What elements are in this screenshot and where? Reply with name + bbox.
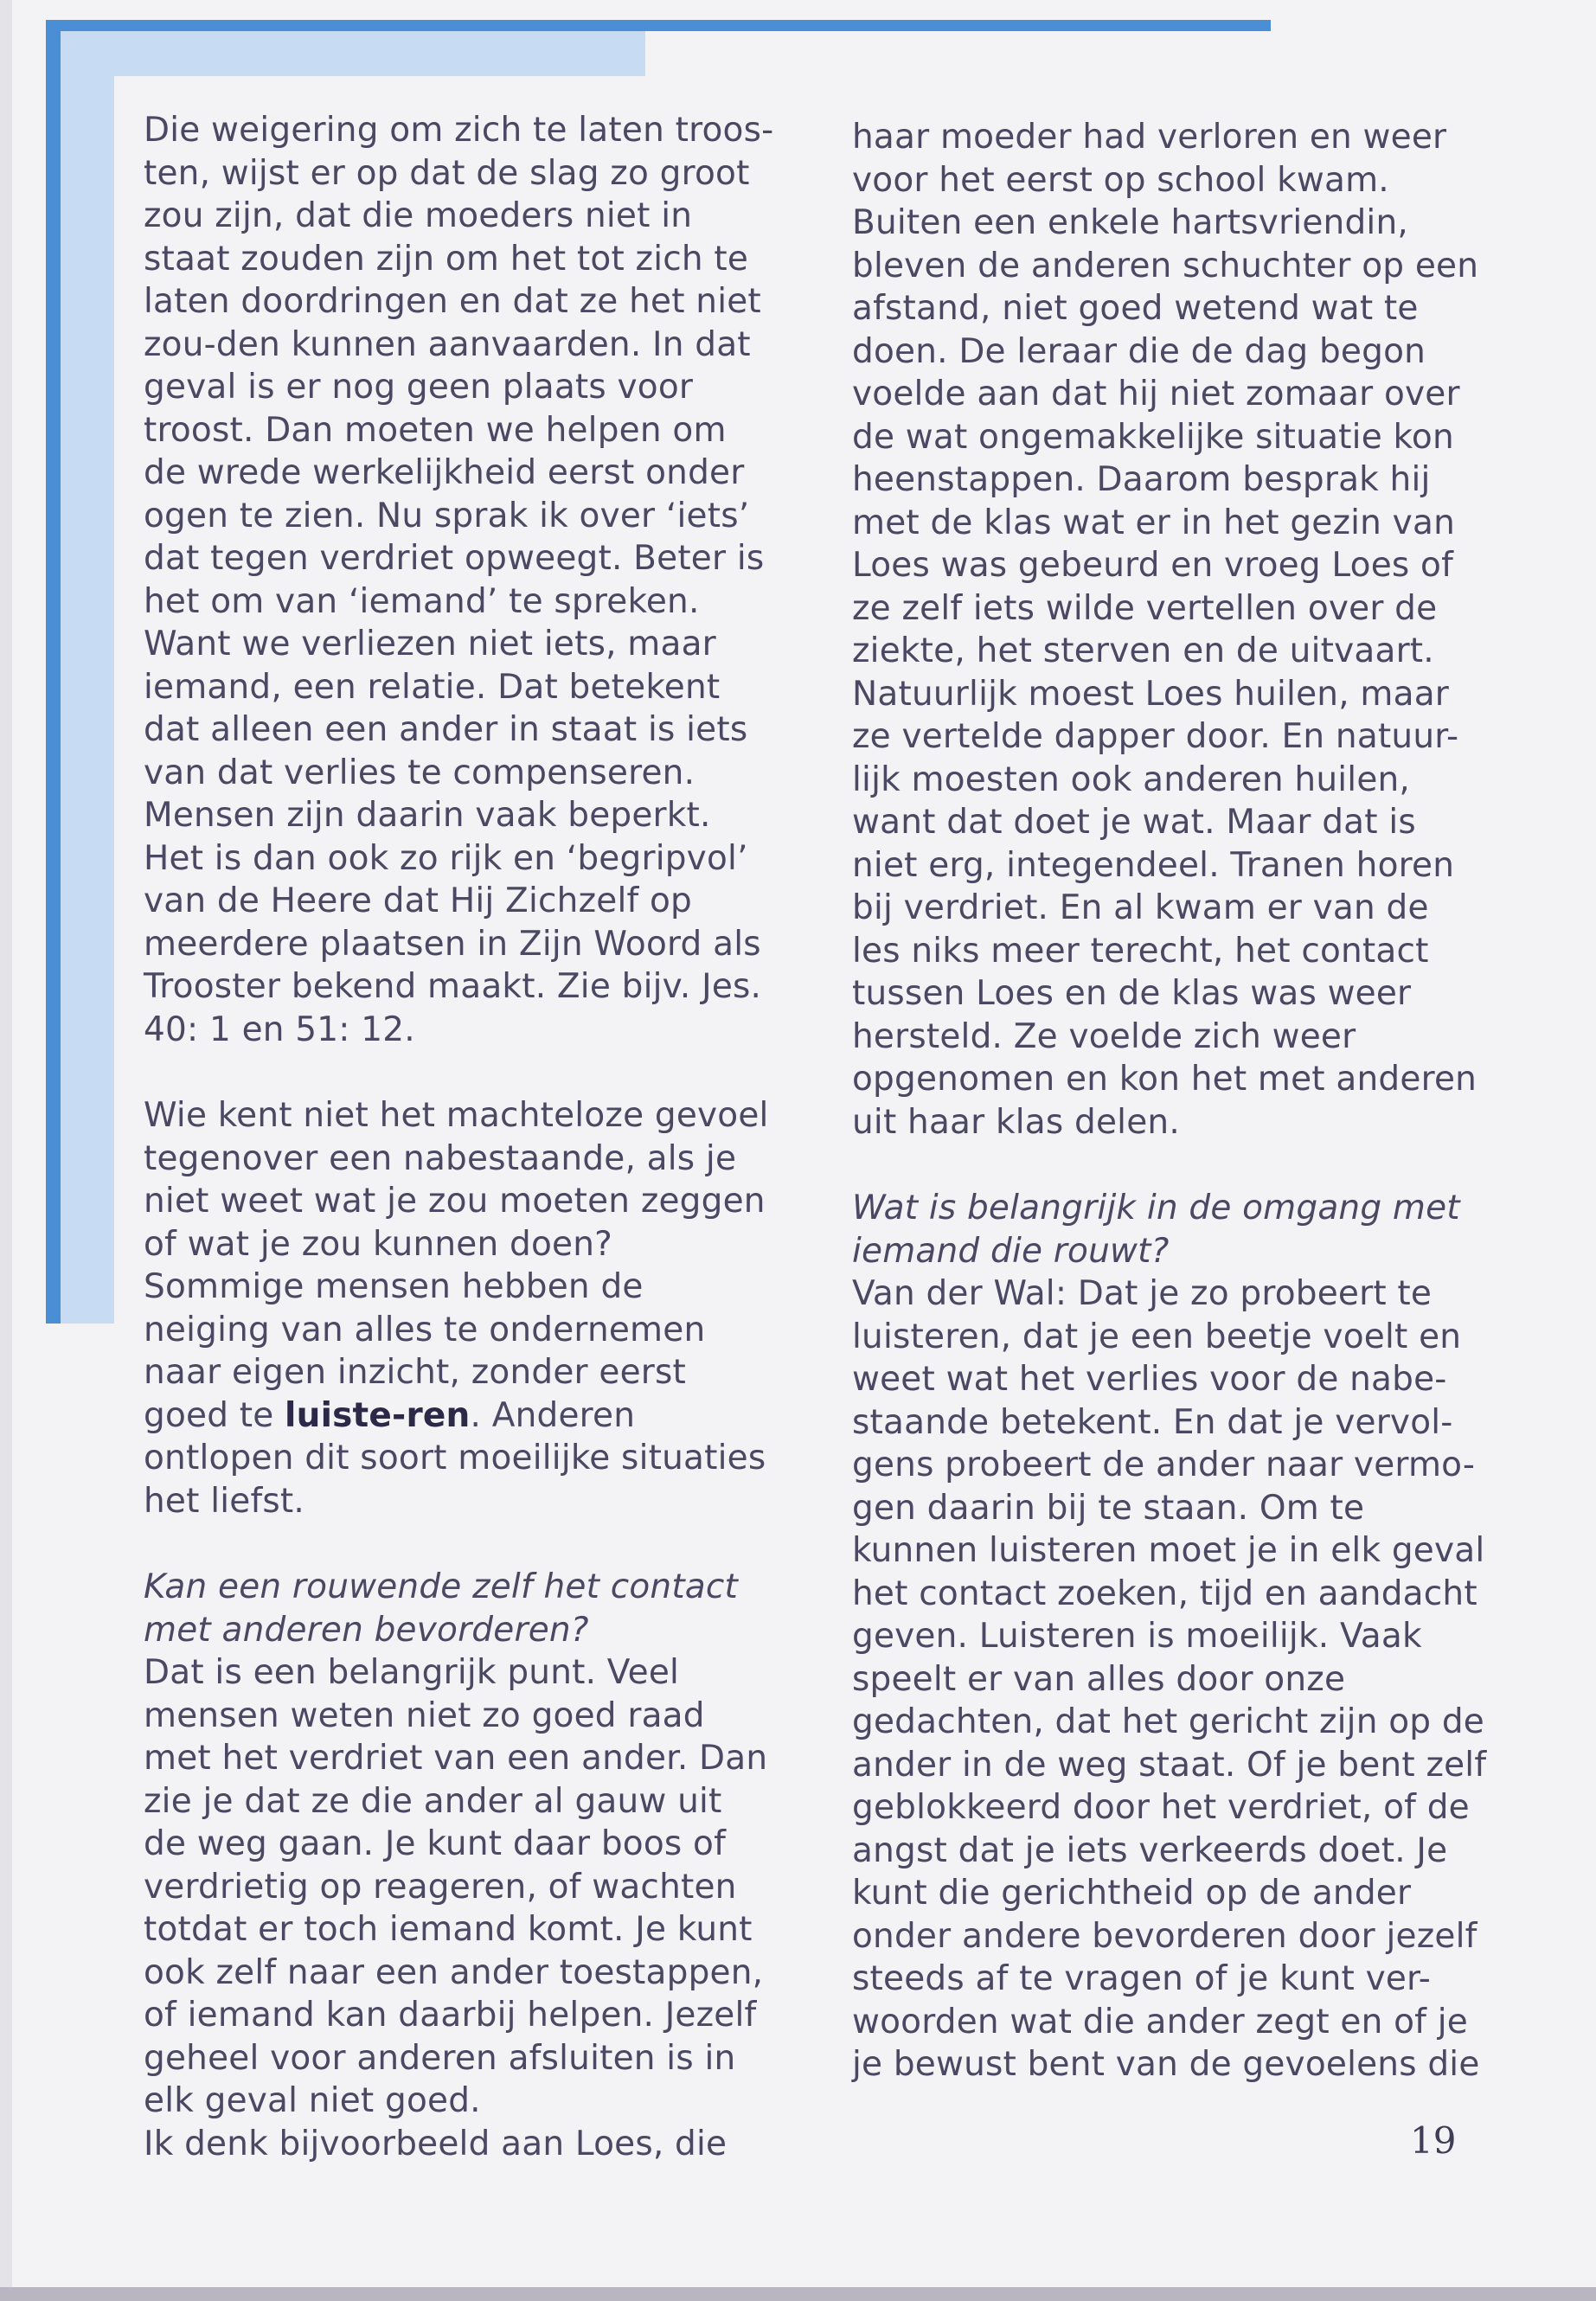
paragraph-loes-continued: haar moeder had verloren en weer voor het eerst op school kwam. Buiten een enkele hartsvriendin, bleven de anderen schuchter op een afstand, niet goed wetend wat te doen. De leraar die de dag begon voelde aan dat hij niet zomaar over de wat ongemakkelijke situatie kon heenstappen. Daarom besprak hij met de klas wat er in het gezin van Loes was gebeurd en vroeg Loes of ze zelf iets wilde vertellen over de ziekte, het sterven en de uitvaart. Natuurlijk moest Loes huilen, maar ze vertelde dapper door. En natuur-lijk moesten ook anderen huilen, want dat doet je wat. Maar dat is niet erg, integendeel. Tranen horen bij verdriet. En al kwam er van de les niks meer terecht, het contact tussen Loes en de klas was weer hersteld. Ze voelde zich weer opgenomen en kon het met anderen uit haar klas delen. <box>852 118 1479 1142</box>
paragraph-belangrijk-punt: Dat is een belangrijk punt. Veel mensen weten niet zo goed raad met het verdriet van een ander. Dan zie je dat ze die ander al gauw uit de weg gaan. Je kunt daar boos of verdrietig op reageren, of wachten totdat er toch iemand komt. Je kunt ook zelf naar een ander toestappen, of iemand kan daarbij helpen. Jezelf geheel voor anderen afsluiten is in elk geval niet goed. <box>144 1653 768 2120</box>
decorative-top-rule <box>46 20 1271 31</box>
decorative-light-strip <box>61 856 114 1324</box>
emphasis-luisteren: luiste-ren <box>285 1395 471 1435</box>
question-omgang-rouw: Wat is belangrijk in de omgang met iemand die rouwt? <box>852 1189 1460 1271</box>
page-number: 19 <box>1410 2119 1457 2162</box>
scan-bottom-edge <box>0 2287 1596 2301</box>
paragraph-loes-start: Ik denk bijvoorbeeld aan Loes, die <box>144 2124 727 2163</box>
paragraph-van-der-wal: Van der Wal: Dat je zo probeert te luisteren, dat je een beetje voelt en weet wat het verlies voor de nabe-staande betekent. En dat je vervol-gens probeert de ander naar vermo-gen daarin bij te staan. Om te kunnen luisteren moet je in elk geval het contact zoeken, tijd en aandacht geven. Luisteren is moeilijk. Vaak speelt er van alles door onze gedachten, dat het gericht zijn op de ander in de weg staat. Of je bent zelf geblokkeerd door het verdriet, of de angst dat je iets verkeerds doet. Je kunt die gerichtheid op de ander onder andere bevorderen door jezelf steeds af te vragen of je kunt ver-woorden wat die ander zegt en of je je bewust bent van de gevoelens die <box>852 1274 1487 2084</box>
scan-edge <box>0 0 12 2301</box>
left-column <box>144 109 775 2165</box>
right-column <box>852 116 1488 2086</box>
paragraph-troost: Die weigering om zich te laten troos-ten, wijst er op dat de slag zo groot zou zijn, dat die moeders niet in staat zouden zijn om het tot zich te laten doordringen en dat ze het niet zou-den kunnen aanvaarden. In dat geval is er nog geen plaats voor troost. Dan moeten we helpen om de wrede werkelijkheid eerst onder ogen te zien. Nu sprak ik over ‘iets’ dat tegen verdriet opweegt. Beter is het om van ‘iemand’ te spreken. Want we verliezen niet iets, maar iemand, een relatie. Dat betekent dat alleen een ander in staat is iets van dat verlies te compenseren. Mensen zijn daarin vaak beperkt. Het is dan ook zo rijk en ‘begripvol’ van de Heere dat Hij Zichzelf op meerdere plaatsen in Zijn Woord als Trooster bekend maakt. Zie bijv. Jes. 40: 1 en 51: 12. <box>144 111 774 1049</box>
paragraph-machteloos-start: Wie kent niet het machteloze gevoel tegenover een nabestaande, als je niet weet wat je zou moeten zeggen of wat je zou kunnen doen? Sommige mensen hebben de neiging van alles te ondernemen naar eigen inzicht, zonder eerst goed te <box>144 1096 769 1435</box>
question-rouwende-contact: Kan een rouwende zelf het contact met anderen bevorderen? <box>144 1567 739 1650</box>
paragraph-machteloos-end: . Anderen ontlopen dit soort moeilijke situaties het liefst. <box>144 1395 766 1521</box>
decorative-left-rule <box>46 20 61 1324</box>
paragraph-machteloos <box>144 1094 775 1522</box>
